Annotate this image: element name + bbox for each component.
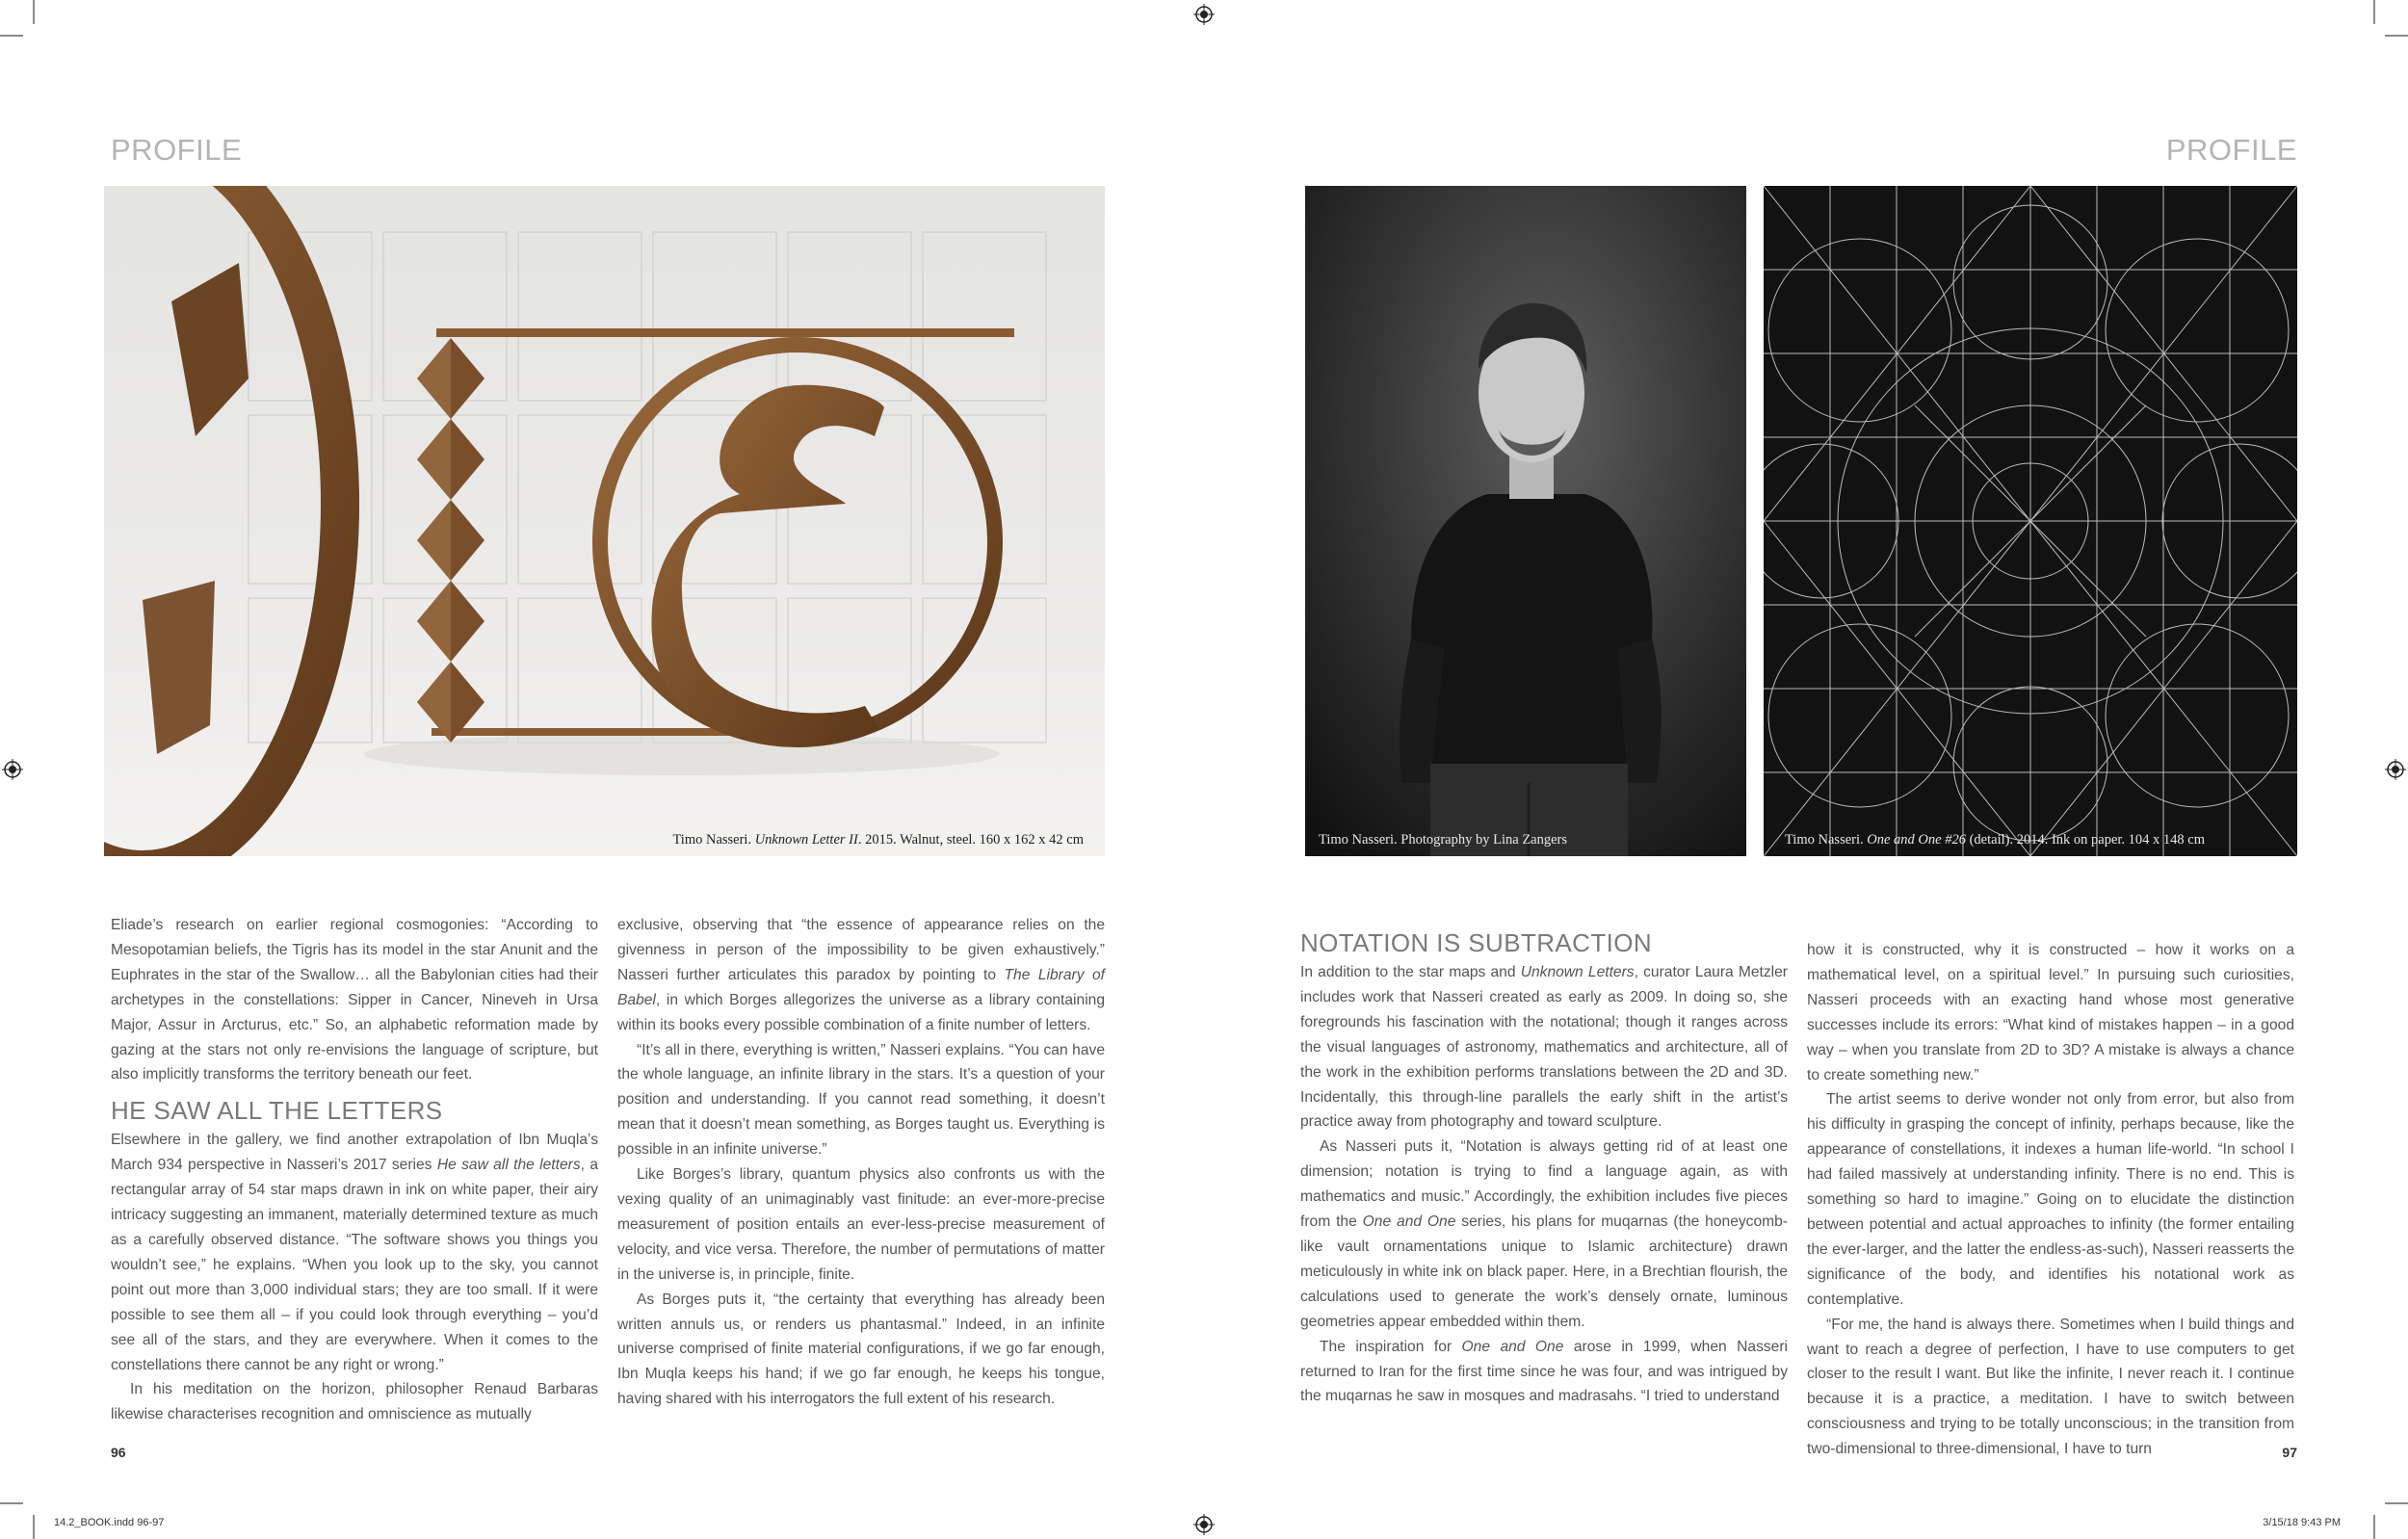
caption-details: (detail). 2014. Ink on paper. 104 x 148 cm [1965, 832, 2206, 848]
caption-title: Unknown Letter II [754, 832, 858, 848]
text-column-4 [1807, 938, 2294, 1462]
registration-mark-icon [1193, 4, 1215, 25]
page-number-right: 97 [2282, 1445, 2297, 1460]
caption-artist: Timo Nasseri. [672, 832, 755, 848]
paragraph: exclusive, observing that “the essence of appearance relies on the givenness in person of the impossibility to be given exhaustively.” Nasseri further articulates this paradox by pointing to The Library of Babel, in which Borges allegorizes the universe as a library containing within its books every possible combination of a finite number of letters. [617, 917, 1105, 1033]
paragraph: In his meditation on the horizon, philosopher Renaud Barbaras likewise characterises recognition and omniscience as mutually [111, 1381, 598, 1423]
paragraph: As Borges puts it, “the certainty that everything has already been written annuls us, or renders us phantasmal.” Indeed, in an infinite universe comprised of finite material configurations, if we go far enough, Ibn Muqla keeps his hand; if we go far enough, he keeps his tongue, having shared with his interrogators the full extent of his research. [617, 1291, 1105, 1408]
paragraph: “It’s all in there, everything is written,” Nasseri explains. “You can have the whole language, an infinite library in the stars. It’s a question of your position and understanding. If you cannot read something, it doesn’t mean that it doesn’t mean something, as Borges taught us. Everything is possible in an infinite universe.” [617, 1041, 1105, 1159]
crop-mark [2385, 35, 2408, 37]
registration-mark-icon [2385, 759, 2406, 780]
caption-artist: Timo Nasseri. [1785, 832, 1868, 848]
subheading: NOTATION IS SUBTRACTION [1300, 928, 1653, 957]
crop-mark [2373, 1515, 2375, 1539]
section-label-right: PROFILE [2165, 133, 2297, 167]
crop-mark [0, 35, 23, 37]
sculpture-caption [672, 832, 1084, 848]
slug-timestamp: 3/15/18 9:43 PM [2263, 1517, 2341, 1528]
crop-mark [0, 1502, 23, 1504]
paragraph: “For me, the hand is always there. Sometimes when I build things and want to reach a degree of perfection, I have to use computers to get closer to the result I want. But like the infinite, I never reach it. I continue because it is a practice, a meditation. I have to switch between consciousness and trying to be totally unconscious; in the transition from two-dimensional to three-dimensional, I have to turn [1807, 1316, 2294, 1458]
caption-details: . 2015. Walnut, steel. 160 x 162 x 42 cm [857, 832, 1084, 848]
paragraph: The artist seems to derive wonder not only from error, but also from his difficulty in grasping the concept of infinity, perhaps because, like the appearance of constellations, it indexes a human life-world. “In school I had failed massively at understanding infinity. There is no end. This is something so hard to imagine.” Going on to elucidate the distinction between potential and actual approaches to infinity (the former entailing the ever-larger, and the latter the endless-as-such), Nasseri reasserts the significance of the body, and identifies his notational work as contemplative. [1807, 1091, 2294, 1308]
sculpture-photo [104, 186, 1105, 856]
paragraph: Elsewhere in the gallery, we find another extrapolation of Ibn Muqla’s March 934 perspective in Nasseri’s 2017 series He saw all the letters, a rectangular array of 54 star maps drawn in ink on white paper, their airy intricacy suggesting an immanent, materially determined texture as much as a carefully observed distance. “The software shows you things you wouldn’t see,” he explains. “When you look up to the sky, you cannot point out more than 3,000 individual stars; they are too small. If it were possible to see them all – if you could look through everything – you’d see all of the stars, and they are everywhere. When it comes to the constellations there cannot be any right or wrong.” [111, 1132, 598, 1373]
crop-mark [2385, 1502, 2408, 1504]
paragraph: Like Borges’s library, quantum physics also confronts us with the vexing quality of an unimaginably vast finitude: an ever-more-precise measurement of position entails an ever-less-precise measurement of velocity, and vice versa. Therefore, the number of permutations of matter in the universe is, in principle, finite. [617, 1166, 1105, 1283]
crop-mark [2373, 0, 2375, 24]
text-column-1 [111, 913, 598, 1427]
portrait-photo [1305, 186, 1746, 856]
paragraph: In addition to the star maps and Unknown Letters, curator Laura Metzler includes work that Nasseri created as early as 2009. In doing so, she foregrounds his fascination with the notational; though it ranges across the visual languages of astronomy, mathematics and architecture, all of the work in the exhibition performs translations between the 2D and 3D. Incidentally, this through-line parallels the early shift in the artist’s practice away from photography and toward sculpture. [1300, 964, 1788, 1131]
slug-file: 14.2_BOOK.indd 96-97 [54, 1517, 165, 1528]
paragraph: The inspiration for One and One arose in 1999, when Nasseri returned to Iran for the first time since he was four, and was intrigued by the muqarnas he saw in mosques and madrasahs. “I tried to understand [1300, 1338, 1788, 1405]
registration-mark-icon [2, 759, 23, 780]
artwork-image [1764, 186, 2297, 856]
portrait-caption: Timo Nasseri. Photography by Lina Zangers [1319, 832, 1568, 848]
page-number-left: 96 [111, 1445, 126, 1460]
subheading: HE SAW ALL THE LETTERS [111, 1096, 443, 1126]
caption-title: One and One #26 [1867, 832, 1966, 848]
paragraph: As Nasseri puts it, “Notation is always getting rid of at least one dimension; notation is trying to find a language again, as with mathematics and music.” Accordingly, the exhibition includes five pieces from the One and One series, his plans for muqarnas (the honeycomb-like vault ornamentations unique to Islamic architecture) drawn meticulously in white ink on black paper. Here, in a Brechtian flourish, the calculations used to generate the work’s densely ornate, luminous geometries appear embedded within them. [1300, 1138, 1788, 1330]
paragraph: Eliade’s research on earlier regional cosmogonies: “According to Mesopotamian beliefs, the Tigris has its model in the star Anunit and the Euphrates in the star of the Swallow… all the Babylonian cities had their archetypes in the constellations: Sipper in Cancer, Nineveh in Ursa Major, Assur in Arcturus, etc.” So, an alphabetic reformation made by gazing at the stars not only re-envisions the language of scripture, but also implicitly transforms the territory beneath our feet. [111, 917, 598, 1083]
section-label-left: PROFILE [111, 133, 243, 167]
paragraph: how it is constructed, why it is constructed – how it works on a mathematical level, on a spiritual level.” In pursuing such curiosities, Nasseri proceeds with an exacting hand whose most generative successes include its errors: “What kind of mistakes happen – in a good way – when you translate from 2D to 3D? A mistake is always a chance to create something new.” [1807, 942, 2294, 1083]
crop-mark [33, 1515, 35, 1539]
artwork-caption [1785, 832, 2205, 848]
text-column-2 [617, 913, 1105, 1412]
crop-mark [33, 0, 35, 24]
registration-mark-icon [1193, 1514, 1215, 1535]
text-column-3 [1300, 926, 1788, 1409]
